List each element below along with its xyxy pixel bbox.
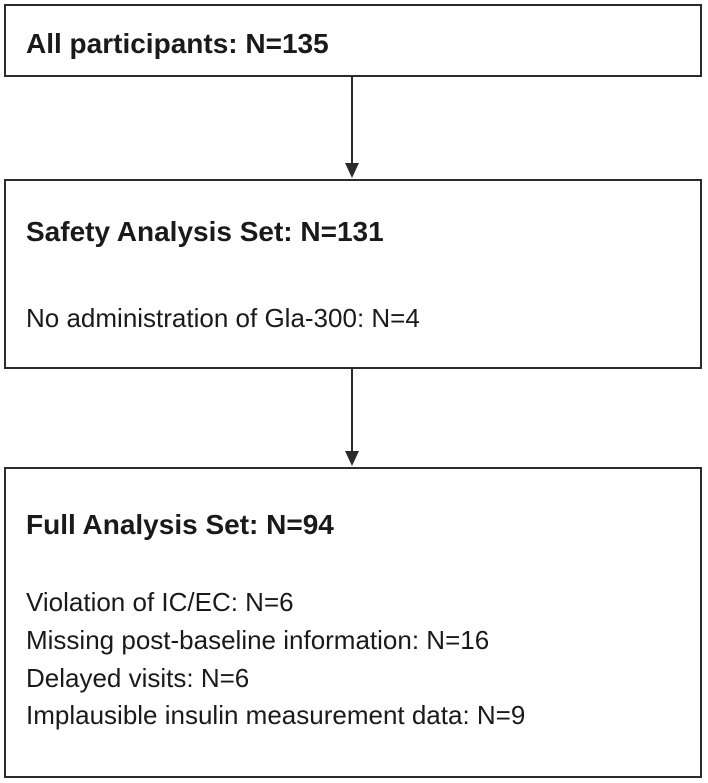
full-exclusion-ic-ec: Violation of IC/EC: N=6 (26, 587, 294, 617)
arrow-safety-to-full (340, 369, 364, 467)
full-analysis-set-title: Full Analysis Set: N=94 (26, 509, 334, 540)
all-participants-title: All participants: N=135 (26, 28, 329, 59)
full-analysis-set-box (4, 467, 702, 778)
full-exclusion-delayed-visits: Delayed visits: N=6 (26, 663, 250, 693)
all-participants-box (4, 4, 702, 77)
full-exclusion-missing-post-baseline: Missing post-baseline information: N=16 (26, 625, 490, 655)
full-exclusion-implausible-insulin: Implausible insulin measurement data: N=9 (26, 700, 526, 730)
safety-exclusion-gla-300: No administration of Gla-300: N=4 (26, 303, 420, 333)
safety-analysis-set-title: Safety Analysis Set: N=131 (26, 216, 384, 247)
safety-analysis-set-box (4, 179, 702, 369)
arrow-all-to-safety (340, 77, 364, 179)
